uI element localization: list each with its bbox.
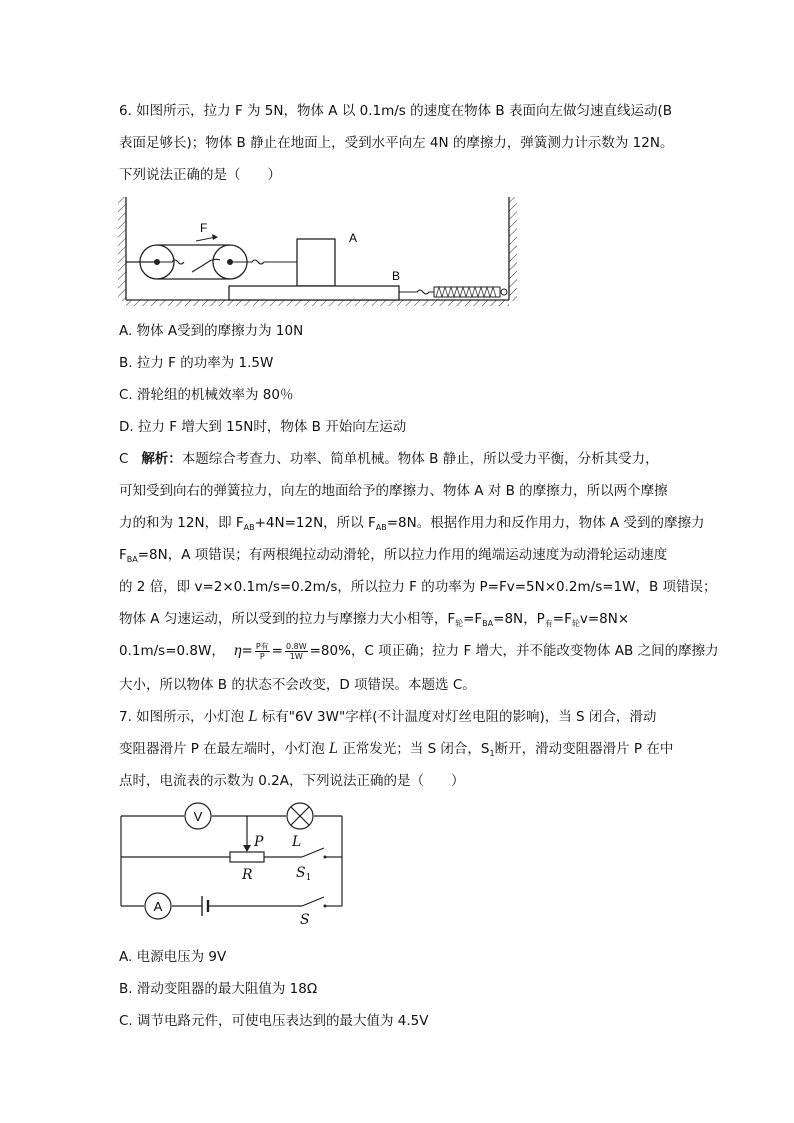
battery-icon <box>202 896 208 916</box>
q7-option-b: B. 滑动变阻器的最大阻值为 18Ω <box>119 981 318 997</box>
q7-stem-line3: 点时，电流表的示数为 0.2A，下列说法正确的是（ ） <box>119 773 465 789</box>
voltmeter-icon <box>185 803 211 829</box>
q6-analysis-line4: $F_{BA}=8N$，A 项错误；有两根绳拉动动滑轮，所以拉力作用的绳端运动速度为动滑轮运动速度 <box>119 547 668 564</box>
answer-letter: C <box>119 451 129 467</box>
q6-option-c: C. 滑轮组的机械效率为 80％ <box>119 387 294 403</box>
label-s: S <box>300 912 310 928</box>
analysis-label: 解析： <box>141 451 182 467</box>
fraction-2: $\frac{0.8W}{1W}$ <box>285 641 307 661</box>
label-s1: $S_1$ <box>296 865 312 883</box>
rheostat <box>230 852 264 862</box>
q7-stem-line2: 变阻器滑片 P 在最左端时，小灯泡 L 正常发光；当 S 闭合，$S_1$断开，滑动变阻器滑片 P 在中 <box>119 741 674 758</box>
svg-text:V: V <box>193 809 203 824</box>
ammeter-icon <box>145 893 171 919</box>
pulley-diagram <box>112 192 522 307</box>
lamp-icon <box>287 803 313 829</box>
q7-option-c: C. 调节电路元件，可使电压表达到的最大值为 4.5V <box>119 1013 429 1029</box>
q6-option-b: B. 拉力 F 的功率为 1.5W <box>119 355 274 371</box>
q7-stem-line1: 7. 如图所示，小灯泡 L 标有"6V 3W"字样(不计温度对灯丝电阻的影响)，当 S 闭合，滑动 <box>119 709 657 725</box>
q6-analysis-line1: C 解析：本题综合考查力、功率、简单机械。物体 B 静止，所以受力平衡，分析其受力， <box>119 451 659 467</box>
left-wall <box>118 197 126 301</box>
block-b <box>229 286 399 300</box>
label-r: R <box>242 867 253 883</box>
q6-stem-line2: 表面足够长)；物体 B 静止在地面上，受到水平向左 4N 的摩擦力，弹簧测力计示数为 12N。 <box>119 135 674 151</box>
q6-analysis-line6: 物体 A 匀速运动，所以受到的拉力与摩擦力大小相等，$F_轮=F_{BA}=8N$，$P_有=F_轮v=8N\times$ <box>119 611 630 628</box>
q6-option-d: D. 拉力 F 增大到 15N时，物体 B 开始向左运动 <box>119 419 407 435</box>
label-f: F <box>200 221 208 235</box>
q6-analysis-line7: 0.1m/s=0.8W， η= $\frac{\text{P有}}{P}$ = $\frac{0.8W}{1W}$ =80%，C 项正确；拉力 F 增大，并不能改变物体 AB 之间的摩擦力 <box>119 641 719 661</box>
circuit-diagram <box>112 800 352 930</box>
q6-option-a: A. 物体 A受到的摩擦力为 10N <box>119 323 304 339</box>
label-l: L <box>292 834 302 850</box>
slider-arrow <box>243 845 251 852</box>
q6-stem-line3: 下列说法正确的是（ ） <box>119 167 281 183</box>
q6-analysis-line2: 可知受到向右的弹簧拉力，向左的地面给予的摩擦力、物体 A 对 B 的摩擦力，所以两个摩擦 <box>119 483 668 499</box>
q6-analysis-line8: 大小，所以物体 B 的状态不会改变，D 项错误。本题选 C。 <box>119 677 476 693</box>
block-a <box>297 239 335 286</box>
ground <box>126 300 509 306</box>
q7-option-a: A. 电源电压为 9V <box>119 949 227 965</box>
q6-stem-line1: 6. 如图所示，拉力 F 为 5N，物体 A 以 0.1m/s 的速度在物体 B 表面向左做匀速直线运动(B <box>119 103 672 119</box>
label-p: P <box>254 834 264 850</box>
q6-analysis-line5: 的 2 倍，即 v=2×0.1m/s=0.2m/s，所以拉力 F 的功率为 P=Fv=5N×0.2m/s=1W，B 项错误； <box>119 579 717 595</box>
right-wall <box>509 197 517 301</box>
label-a: A <box>349 231 358 245</box>
fraction-1: $\frac{\text{P有}}{P}$ <box>255 641 269 661</box>
svg-text:A: A <box>153 899 163 914</box>
label-b: B <box>392 269 401 283</box>
q6-analysis-line3: 力的和为 12N，即 $F_{AB}+4N=12N$，所以 $F_{AB}=8N$。根据作用力和反作用力，物体 A 受到的摩擦力 <box>119 515 705 532</box>
